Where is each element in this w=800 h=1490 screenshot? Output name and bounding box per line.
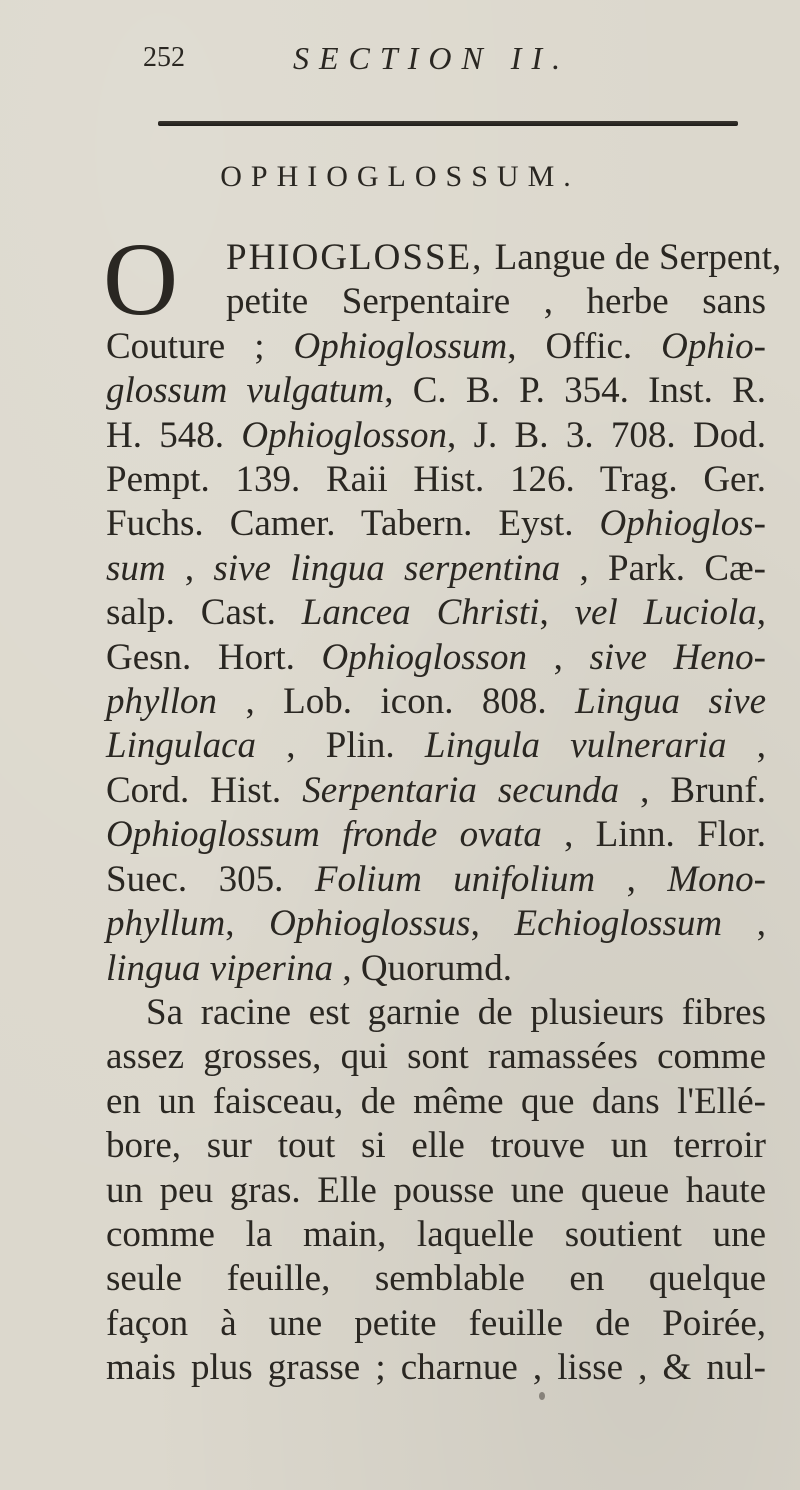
- text-line: Sa racine est garnie de plusieurs fibres: [146, 991, 766, 1033]
- text-run: , Park. Cæ-: [560, 547, 767, 589]
- text-line: [106, 280, 766, 324]
- text-line: un peu gras. Elle pousse une queue haute: [106, 1169, 766, 1211]
- text-line: comme la main, laquelle soutient une: [106, 1213, 766, 1255]
- text-line: mais plus grasse ; charnue , lisse , & nul-: [106, 1347, 766, 1389]
- text-run: Mono-: [667, 858, 766, 900]
- text-run: ,: [470, 903, 515, 945]
- text-line: [106, 636, 766, 680]
- text-run: H. 548.: [106, 414, 242, 456]
- text-run: Folium unifolium: [314, 858, 596, 900]
- text-run: Langue de Serpent,: [494, 237, 782, 278]
- text-run: petite Serpentaire , herbe sans: [226, 281, 766, 323]
- text-run: Cord. Hist.: [106, 769, 303, 811]
- text-run: Lingulaca: [106, 725, 257, 767]
- page-header: [143, 40, 743, 90]
- text-run: salp. Cast.: [106, 592, 302, 634]
- text-run: phyllum: [106, 903, 226, 945]
- ink-speck: [539, 1392, 545, 1400]
- text-line: assez grosses, qui sont ramassées comme: [106, 1036, 766, 1078]
- text-line: [106, 591, 766, 635]
- text-line: en un faisceau, de même que dans l'Ellé-: [106, 1080, 766, 1122]
- text-run: , Linn. Flor.: [541, 814, 766, 856]
- text-run: ,: [527, 636, 590, 678]
- text-line: [106, 813, 766, 857]
- text-run: ,: [539, 592, 575, 634]
- text-line: [106, 414, 766, 458]
- text-line: [106, 325, 766, 369]
- text-run: Echioglossum: [514, 903, 723, 945]
- text-run: Gesn. Hort.: [106, 636, 322, 678]
- text-line: [106, 769, 766, 813]
- text-line: [106, 724, 766, 768]
- body-text: [106, 236, 782, 1391]
- text-line: seule feuille, semblable en quelque: [106, 1258, 766, 1300]
- text-run: Lancea Christi: [301, 592, 540, 634]
- text-line: [106, 902, 766, 946]
- text-line: [106, 369, 766, 413]
- text-run: Couture ;: [106, 325, 294, 367]
- text-line: [106, 858, 766, 902]
- text-line: [106, 947, 766, 991]
- drop-cap: O: [103, 222, 179, 337]
- text-run: ,: [756, 592, 766, 634]
- text-run: lingua viperina: [106, 947, 334, 989]
- text-line: bore, sur tout si elle trouve un terroir: [106, 1125, 766, 1167]
- text-run: Fuchs. Camer. Tabern. Eyst.: [106, 503, 600, 545]
- text-line: [106, 680, 766, 724]
- text-run: , Quorumd.: [333, 947, 512, 989]
- text-run: , J. B. 3. 708. Dod.: [446, 414, 766, 456]
- text-line: [106, 458, 766, 502]
- text-run: glossum vulgatum: [106, 370, 385, 412]
- text-run: Lingula vulneraria: [424, 725, 727, 767]
- text-run: , Lob. icon. 808.: [216, 681, 576, 723]
- text-line: [106, 547, 766, 591]
- text-run: Ophio-: [661, 325, 766, 367]
- text-run: ,: [722, 903, 767, 945]
- text-run: PHIOGLOSSE,: [226, 237, 495, 278]
- text-run: Ophioglossum: [293, 325, 508, 367]
- text-line: [106, 236, 782, 280]
- header-rule: [158, 121, 738, 126]
- text-run: Lingua sive: [575, 681, 766, 723]
- text-run: Ophioglosson: [241, 414, 447, 456]
- page-number: 252: [143, 42, 185, 73]
- text-run: ,: [595, 858, 668, 900]
- text-run: Ophioglossum fronde ovata: [106, 814, 542, 856]
- text-run: sive Heno-: [589, 636, 766, 678]
- text-run: Ophioglossus: [269, 903, 471, 945]
- text-run: phyllon: [106, 681, 217, 723]
- text-line: façon à une petite feuille de Poirée,: [106, 1302, 766, 1344]
- text-run: Ophioglosson: [321, 636, 528, 678]
- text-line: [106, 502, 766, 546]
- text-run: sum: [106, 547, 166, 589]
- text-run: ,: [726, 725, 767, 767]
- text-run: Suec. 305.: [106, 858, 315, 900]
- text-run: sive lingua serpentina: [213, 547, 561, 589]
- text-run: , Plin.: [256, 725, 425, 767]
- text-run: ,: [165, 547, 214, 589]
- text-run: , Offic.: [507, 325, 662, 367]
- text-run: Serpentaria secunda: [302, 769, 620, 811]
- text-run: Ophioglos-: [599, 503, 766, 545]
- text-run: , C. B. P. 354. Inst. R.: [384, 370, 766, 412]
- text-run: Pempt. 139. Raii Hist. 126. Trag. Ger.: [106, 459, 766, 501]
- section-title: OPHIOGLOSSUM.: [220, 160, 580, 193]
- text-run: ,: [225, 903, 270, 945]
- text-run: , Brunf.: [619, 769, 766, 811]
- text-run: vel Luciola: [574, 592, 757, 634]
- running-head: SECTION II.: [293, 40, 571, 76]
